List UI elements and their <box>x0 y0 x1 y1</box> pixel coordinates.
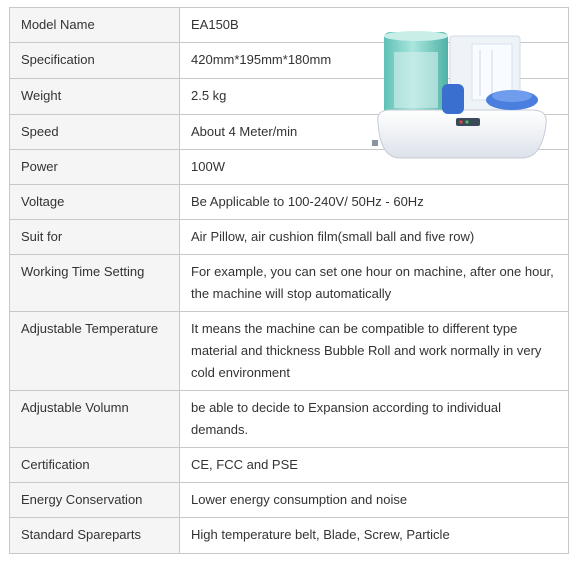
spec-row-energy-conservation <box>10 483 569 518</box>
spec-label: Weight <box>10 79 180 115</box>
spec-label: Standard Spareparts <box>10 518 180 554</box>
spec-value: Be Applicable to 100-240V/ 50Hz - 60Hz <box>180 185 569 220</box>
spec-label: Voltage <box>10 185 180 220</box>
spec-label: Adjustable Volumn <box>10 391 180 448</box>
spec-value: 2.5 kg <box>180 79 569 115</box>
spec-value: 420mm*195mm*180mm <box>180 43 569 79</box>
spec-value: Lower energy consumption and noise <box>180 483 569 518</box>
spec-label: Suit for <box>10 220 180 255</box>
spec-value: Air Pillow, air cushion film(small ball and five row) <box>180 220 569 255</box>
spec-value: EA150B <box>180 8 569 43</box>
spec-label: Specification <box>10 43 180 79</box>
spec-value: be able to decide to Expansion according to individual demands. <box>180 391 569 448</box>
spec-row-working-time-setting <box>10 255 569 312</box>
spec-value: CE, FCC and PSE <box>180 448 569 483</box>
spec-label: Energy Conservation <box>10 483 180 518</box>
air-cushion-machine-icon <box>372 30 552 160</box>
product-image <box>372 30 552 160</box>
spec-value: About 4 Meter/min <box>180 115 569 150</box>
spec-value: High temperature belt, Blade, Screw, Particle <box>180 518 569 554</box>
spec-row-standard-spareparts <box>10 518 569 554</box>
spec-row-certification <box>10 448 569 483</box>
spec-row-adjustable-temperature <box>10 312 569 391</box>
spec-label: Speed <box>10 115 180 150</box>
spec-label: Working Time Setting <box>10 255 180 312</box>
spec-row-adjustable-volumn <box>10 391 569 448</box>
spec-value: 100W <box>180 150 569 185</box>
spec-label: Power <box>10 150 180 185</box>
spec-value: It means the machine can be compatible to different type material and thickness Bubble Roll and work normally in very cold environment <box>180 312 569 391</box>
spec-value: For example, you can set one hour on machine, after one hour, the machine will stop automatically <box>180 255 569 312</box>
spec-row-voltage <box>10 185 569 220</box>
spec-row-suit-for <box>10 220 569 255</box>
spec-label: Adjustable Temperature <box>10 312 180 391</box>
spec-label: Certification <box>10 448 180 483</box>
spec-label: Model Name <box>10 8 180 43</box>
